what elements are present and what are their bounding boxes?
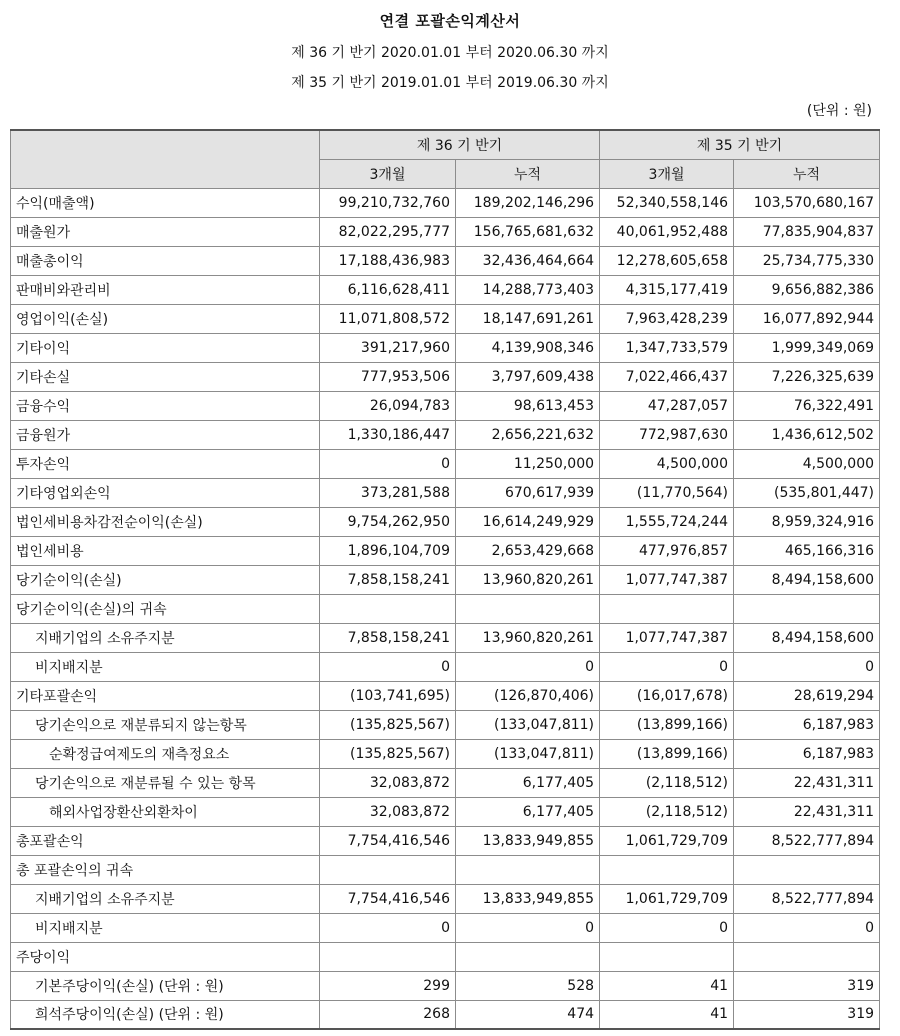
value-prior-cumulative: 6,187,983: [734, 739, 880, 768]
value-prior-cumulative: 465,166,316: [734, 536, 880, 565]
account-label: 수익(매출액): [11, 188, 320, 217]
table-row: [11, 681, 880, 710]
table-row: [11, 797, 880, 826]
account-label: 비지배지분: [11, 652, 320, 681]
value-current-cumulative: 670,617,939: [456, 478, 600, 507]
value-current-3month: [320, 855, 456, 884]
account-label: 법인세비용차감전순이익(손실): [11, 507, 320, 536]
value-current-cumulative: [456, 594, 600, 623]
value-prior-3month: 1,061,729,709: [600, 826, 734, 855]
value-current-cumulative: 528: [456, 971, 600, 1000]
value-prior-3month: 40,061,952,488: [600, 217, 734, 246]
value-current-3month: 1,896,104,709: [320, 536, 456, 565]
account-label: 기타이익: [11, 333, 320, 362]
value-prior-3month: 477,976,857: [600, 536, 734, 565]
period-prior: 제 35 기 반기 2019.01.01 부터 2019.06.30 까지: [291, 75, 609, 91]
value-current-3month: 17,188,436,983: [320, 246, 456, 275]
value-current-3month: 9,754,262,950: [320, 507, 456, 536]
value-current-3month: 0: [320, 449, 456, 478]
value-current-3month: (135,825,567): [320, 739, 456, 768]
value-prior-3month: (13,899,166): [600, 710, 734, 739]
value-prior-3month: 0: [600, 652, 734, 681]
value-prior-cumulative: 8,959,324,916: [734, 507, 880, 536]
value-current-3month: 6,116,628,411: [320, 275, 456, 304]
income-statement-table: [10, 129, 880, 1030]
header-account: [11, 130, 320, 188]
value-prior-cumulative: [734, 942, 880, 971]
account-label: 투자손익: [11, 449, 320, 478]
account-label: 당기순이익(손실)의 귀속: [11, 594, 320, 623]
value-prior-3month: 0: [600, 913, 734, 942]
value-current-3month: [320, 594, 456, 623]
account-label: 총 포괄손익의 귀속: [11, 855, 320, 884]
value-prior-3month: 772,987,630: [600, 420, 734, 449]
value-prior-cumulative: 28,619,294: [734, 681, 880, 710]
table-row: [11, 362, 880, 391]
value-current-3month: 0: [320, 913, 456, 942]
value-current-3month: 11,071,808,572: [320, 304, 456, 333]
account-label: 기타손실: [11, 362, 320, 391]
value-current-3month: 7,858,158,241: [320, 623, 456, 652]
table-row: [11, 942, 880, 971]
value-prior-3month: 52,340,558,146: [600, 188, 734, 217]
value-current-3month: 391,217,960: [320, 333, 456, 362]
header-current-cumulative: 누적: [456, 159, 600, 188]
value-prior-cumulative: (535,801,447): [734, 478, 880, 507]
account-label: 판매비와관리비: [11, 275, 320, 304]
header-prior-3month: 3개월: [600, 159, 734, 188]
account-label: 지배기업의 소유주지분: [11, 884, 320, 913]
value-current-cumulative: [456, 942, 600, 971]
value-current-3month: (135,825,567): [320, 710, 456, 739]
value-prior-cumulative: 8,494,158,600: [734, 565, 880, 594]
account-label: 총포괄손익: [11, 826, 320, 855]
value-current-3month: 7,754,416,546: [320, 884, 456, 913]
table-row: [11, 652, 880, 681]
value-prior-3month: [600, 942, 734, 971]
value-prior-3month: 1,555,724,244: [600, 507, 734, 536]
value-current-3month: 99,210,732,760: [320, 188, 456, 217]
value-current-3month: 1,330,186,447: [320, 420, 456, 449]
value-current-cumulative: 0: [456, 913, 600, 942]
value-prior-cumulative: 22,431,311: [734, 768, 880, 797]
value-prior-3month: 4,315,177,419: [600, 275, 734, 304]
value-prior-cumulative: 9,656,882,386: [734, 275, 880, 304]
header-group-current: 제 36 기 반기: [320, 130, 600, 159]
account-label: 당기순이익(손실): [11, 565, 320, 594]
table-row: [11, 304, 880, 333]
unit-label: (단위 : 원): [806, 103, 872, 119]
value-prior-3month: 41: [600, 971, 734, 1000]
account-label: 순확정급여제도의 재측정요소: [11, 739, 320, 768]
table-row: [11, 188, 880, 217]
value-prior-3month: 1,347,733,579: [600, 333, 734, 362]
table-row: [11, 275, 880, 304]
value-current-3month: 7,858,158,241: [320, 565, 456, 594]
account-label: 희석주당이익(손실) (단위 : 원): [11, 1000, 320, 1029]
account-label: 해외사업장환산외환차이: [11, 797, 320, 826]
account-label: 법인세비용: [11, 536, 320, 565]
value-current-3month: 299: [320, 971, 456, 1000]
table-row: [11, 855, 880, 884]
value-current-cumulative: 156,765,681,632: [456, 217, 600, 246]
table-row: [11, 333, 880, 362]
value-current-cumulative: 189,202,146,296: [456, 188, 600, 217]
value-prior-3month: 1,077,747,387: [600, 565, 734, 594]
value-current-3month: 26,094,783: [320, 391, 456, 420]
value-current-cumulative: 3,797,609,438: [456, 362, 600, 391]
value-prior-3month: 4,500,000: [600, 449, 734, 478]
value-prior-cumulative: 8,522,777,894: [734, 884, 880, 913]
value-prior-cumulative: [734, 594, 880, 623]
value-prior-3month: (13,899,166): [600, 739, 734, 768]
value-current-cumulative: 4,139,908,346: [456, 333, 600, 362]
value-prior-3month: (11,770,564): [600, 478, 734, 507]
value-prior-cumulative: 319: [734, 971, 880, 1000]
value-prior-cumulative: 319: [734, 1000, 880, 1029]
header-prior-cumulative: 누적: [734, 159, 880, 188]
table-row: [11, 420, 880, 449]
value-prior-3month: 1,077,747,387: [600, 623, 734, 652]
value-current-cumulative: (126,870,406): [456, 681, 600, 710]
account-label: 주당이익: [11, 942, 320, 971]
value-current-3month: 777,953,506: [320, 362, 456, 391]
value-current-cumulative: (133,047,811): [456, 710, 600, 739]
value-current-cumulative: (133,047,811): [456, 739, 600, 768]
value-current-cumulative: 16,614,249,929: [456, 507, 600, 536]
account-label: 기타영업외손익: [11, 478, 320, 507]
value-prior-cumulative: 1,999,349,069: [734, 333, 880, 362]
value-current-3month: 373,281,588: [320, 478, 456, 507]
value-current-cumulative: 474: [456, 1000, 600, 1029]
value-current-3month: 32,083,872: [320, 768, 456, 797]
value-current-cumulative: 6,177,405: [456, 768, 600, 797]
header-group-prior: 제 35 기 반기: [600, 130, 880, 159]
value-prior-3month: 7,963,428,239: [600, 304, 734, 333]
table-row: [11, 971, 880, 1000]
table-row: [11, 391, 880, 420]
account-label: 비지배지분: [11, 913, 320, 942]
value-current-3month: 32,083,872: [320, 797, 456, 826]
table-row: [11, 594, 880, 623]
value-current-cumulative: 2,656,221,632: [456, 420, 600, 449]
value-current-cumulative: [456, 855, 600, 884]
account-label: 영업이익(손실): [11, 304, 320, 333]
value-prior-3month: [600, 594, 734, 623]
value-prior-3month: (2,118,512): [600, 768, 734, 797]
period-current: 제 36 기 반기 2020.01.01 부터 2020.06.30 까지: [291, 45, 609, 61]
value-prior-3month: (16,017,678): [600, 681, 734, 710]
value-current-cumulative: 11,250,000: [456, 449, 600, 478]
table-row: [11, 710, 880, 739]
value-prior-cumulative: 22,431,311: [734, 797, 880, 826]
table-row: [11, 739, 880, 768]
table-row: [11, 449, 880, 478]
value-current-cumulative: 2,653,429,668: [456, 536, 600, 565]
value-prior-cumulative: 25,734,775,330: [734, 246, 880, 275]
account-label: 당기손익으로 재분류되지 않는항목: [11, 710, 320, 739]
value-current-cumulative: 13,960,820,261: [456, 623, 600, 652]
value-current-cumulative: 13,960,820,261: [456, 565, 600, 594]
table-body: [11, 188, 880, 1029]
account-label: 당기손익으로 재분류될 수 있는 항목: [11, 768, 320, 797]
value-current-3month: (103,741,695): [320, 681, 456, 710]
account-label: 지배기업의 소유주지분: [11, 623, 320, 652]
value-prior-cumulative: 0: [734, 652, 880, 681]
value-prior-cumulative: 8,522,777,894: [734, 826, 880, 855]
table-row: [11, 768, 880, 797]
value-current-cumulative: 13,833,949,855: [456, 884, 600, 913]
table-row: [11, 536, 880, 565]
value-prior-cumulative: 0: [734, 913, 880, 942]
table-row: [11, 826, 880, 855]
account-label: 매출원가: [11, 217, 320, 246]
account-label: 금융원가: [11, 420, 320, 449]
value-current-cumulative: 98,613,453: [456, 391, 600, 420]
value-current-cumulative: 6,177,405: [456, 797, 600, 826]
table-row: [11, 217, 880, 246]
account-label: 기본주당이익(손실) (단위 : 원): [11, 971, 320, 1000]
value-current-cumulative: 0: [456, 652, 600, 681]
account-label: 매출총이익: [11, 246, 320, 275]
value-current-3month: 7,754,416,546: [320, 826, 456, 855]
value-current-cumulative: 32,436,464,664: [456, 246, 600, 275]
value-current-3month: 0: [320, 652, 456, 681]
value-prior-3month: 12,278,605,658: [600, 246, 734, 275]
value-prior-cumulative: 7,226,325,639: [734, 362, 880, 391]
value-current-3month: [320, 942, 456, 971]
value-prior-cumulative: 16,077,892,944: [734, 304, 880, 333]
account-label: 기타포괄손익: [11, 681, 320, 710]
value-prior-cumulative: 8,494,158,600: [734, 623, 880, 652]
value-prior-3month: 7,022,466,437: [600, 362, 734, 391]
table-row: [11, 507, 880, 536]
value-current-3month: 268: [320, 1000, 456, 1029]
value-current-cumulative: 14,288,773,403: [456, 275, 600, 304]
value-current-3month: 82,022,295,777: [320, 217, 456, 246]
value-current-cumulative: 13,833,949,855: [456, 826, 600, 855]
value-prior-3month: 41: [600, 1000, 734, 1029]
value-prior-3month: 1,061,729,709: [600, 884, 734, 913]
account-label: 금융수익: [11, 391, 320, 420]
table-row: [11, 623, 880, 652]
value-prior-3month: [600, 855, 734, 884]
value-prior-cumulative: 6,187,983: [734, 710, 880, 739]
table-row: [11, 913, 880, 942]
value-prior-3month: (2,118,512): [600, 797, 734, 826]
value-prior-cumulative: 77,835,904,837: [734, 217, 880, 246]
value-prior-cumulative: 1,436,612,502: [734, 420, 880, 449]
table-row: [11, 1000, 880, 1029]
table-row: [11, 884, 880, 913]
value-prior-cumulative: [734, 855, 880, 884]
value-prior-cumulative: 4,500,000: [734, 449, 880, 478]
document-title: 연결 포괄손익계산서: [379, 12, 521, 30]
value-prior-cumulative: 76,322,491: [734, 391, 880, 420]
table-row: [11, 565, 880, 594]
header-current-3month: 3개월: [320, 159, 456, 188]
table-row: [11, 246, 880, 275]
value-prior-3month: 47,287,057: [600, 391, 734, 420]
value-prior-cumulative: 103,570,680,167: [734, 188, 880, 217]
table-row: [11, 478, 880, 507]
value-current-cumulative: 18,147,691,261: [456, 304, 600, 333]
